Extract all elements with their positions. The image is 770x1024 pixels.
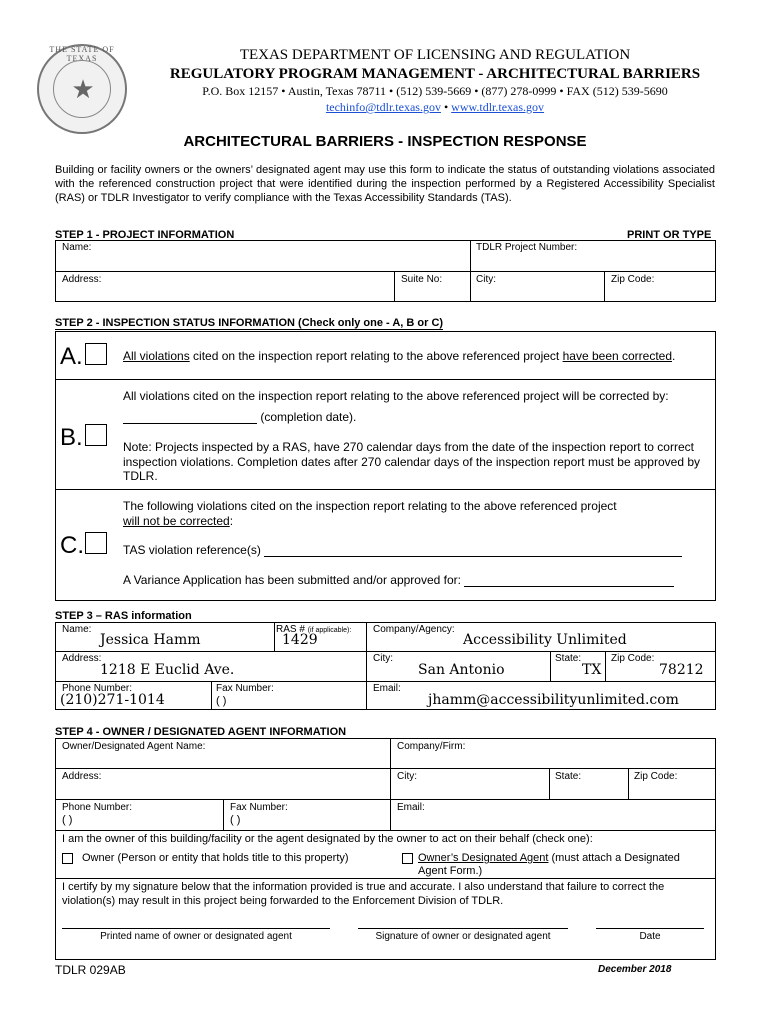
project-zip-field[interactable]: Zip Code:	[611, 274, 655, 285]
step4-box	[55, 738, 716, 960]
ras-fax-label: Fax Number:	[216, 683, 274, 694]
tas-reference-input[interactable]	[264, 544, 682, 557]
agent-option-label: Owner’s Designated Agent (must attach a Designated	[418, 852, 680, 864]
divider	[55, 379, 716, 380]
owner-name-field[interactable]: Owner/Designated Agent Name:	[62, 741, 206, 752]
agent-checkbox[interactable]	[402, 853, 413, 864]
contact-line: P.O. Box 12157 • Austin, Texas 78711 • (512) 539-5669 • (877) 278-0999 • FAX (512) 539-5690	[202, 84, 668, 98]
ras-zip-value[interactable]: 78212	[659, 662, 704, 678]
printed-name-label: Printed name of owner or designated agent	[100, 931, 292, 942]
divider	[55, 878, 716, 879]
texas-seal-logo	[37, 44, 127, 134]
ras-city-label: City:	[373, 653, 393, 664]
option-a-letter: A.	[60, 343, 83, 370]
option-c-text-2: will not be corrected:	[123, 514, 234, 528]
owner-zip-field[interactable]: Zip Code:	[634, 771, 678, 782]
website-link[interactable]: www.tdlr.texas.gov	[451, 100, 545, 114]
divider	[55, 681, 716, 682]
signature-input[interactable]	[358, 928, 568, 929]
ras-state-value[interactable]: TX	[582, 662, 602, 678]
ras-zip-label: Zip Code:	[611, 653, 655, 664]
divider	[55, 830, 716, 831]
divider	[390, 738, 391, 830]
divider	[55, 768, 716, 769]
intro-paragraph: Building or facility owners or the owners’ designated agent may use this form to indicate the status of outstanding violations associated with the referenced construction project that were identified during the inspection performed by a Registered Accessibility Specialist (RAS) or TDLR Investigator to verify compliance with the Texas Accessibility Standards (TAS).	[55, 164, 715, 204]
ras-phone-label: Phone Number:	[62, 683, 133, 694]
option-b-note: Note: Projects inspected by a RAS, have 270 calendar days from the date of the inspection report to correct inspection violations. Completion dates after 270 calendar days of the inspection report must be approved by TDLR.	[123, 440, 701, 483]
divider	[223, 799, 224, 830]
ras-email-value[interactable]: jhamm@accessibilityunlimited.com	[428, 692, 679, 708]
tas-reference-line: TAS violation reference(s)	[123, 543, 682, 557]
form-date: December 2018	[598, 964, 672, 975]
divider	[211, 681, 212, 710]
divider	[55, 799, 716, 800]
step1-heading: STEP 1 - PROJECT INFORMATION	[55, 229, 235, 241]
completion-date-line: (completion date).	[123, 410, 356, 424]
project-number-field[interactable]: TDLR Project Number:	[476, 242, 578, 253]
divider	[549, 768, 550, 799]
divider	[604, 271, 605, 302]
option-b-text: All violations cited on the inspection report relating to the above referenced project will be corrected by:	[123, 389, 669, 403]
program-name: REGULATORY PROGRAM MANAGEMENT - ARCHITECTURAL BARRIERS	[169, 66, 701, 82]
ras-name-value[interactable]: Jessica Hamm	[100, 632, 201, 648]
owner-checkbox[interactable]	[62, 853, 73, 864]
ras-fax-value[interactable]: ( )	[216, 695, 227, 707]
divider	[394, 271, 395, 302]
step3-heading: STEP 3 – RAS information	[55, 610, 192, 622]
step2-heading: STEP 2 - INSPECTION STATUS INFORMATION (Check only one - A, B or C)	[55, 317, 444, 329]
owner-fax-value[interactable]: ( )	[230, 814, 241, 826]
email-link[interactable]: techinfo@tdlr.texas.gov	[325, 100, 441, 114]
print-or-type-label: PRINT OR TYPE	[627, 229, 712, 241]
project-name-field[interactable]: Name:	[62, 242, 92, 253]
signature-label: Signature of owner or designated agent	[375, 931, 551, 942]
divider	[605, 651, 606, 681]
printed-name-input[interactable]	[62, 928, 330, 929]
ras-address-label: Address:	[62, 653, 102, 664]
owner-state-field[interactable]: State:	[555, 771, 582, 782]
project-address-field[interactable]: Address:	[62, 274, 102, 285]
form-id: TDLR 029AB	[55, 963, 126, 977]
step4-heading: STEP 4 - OWNER / DESIGNATED AGENT INFORMATION	[55, 726, 347, 738]
ras-address-value[interactable]: 1218 E Euclid Ave.	[100, 662, 235, 678]
divider	[628, 768, 629, 799]
option-c-text: The following violations cited on the inspection report relating to the above referenced project	[123, 499, 617, 513]
option-a-text: All violations cited on the inspection report relating to the above referenced project have been corrected.	[123, 349, 676, 363]
project-city-field[interactable]: City:	[476, 274, 496, 285]
date-input[interactable]	[596, 928, 704, 929]
ras-city-value[interactable]: San Antonio	[418, 662, 505, 678]
owner-phone-label: Phone Number:	[62, 802, 133, 813]
owner-statement: I am the owner of this building/facility or the agent designated by the owner to act on their behalf (check one):	[62, 833, 593, 845]
seal-text: THE STATE OF TEXAS	[49, 45, 115, 63]
bullet-separator: •	[443, 100, 449, 114]
ras-company-value[interactable]: Accessibility Unlimited	[463, 632, 627, 648]
owner-email-field[interactable]: Email:	[397, 802, 425, 813]
completion-date-input[interactable]	[123, 411, 257, 424]
variance-input[interactable]	[464, 574, 674, 587]
divider	[274, 622, 275, 651]
divider	[366, 622, 367, 651]
owner-option-label: Owner (Person or entity that holds title to this property)	[82, 852, 349, 864]
ras-email-label: Email:	[373, 683, 401, 694]
option-b-letter: B.	[60, 424, 83, 451]
ras-company-label: Company/Agency:	[373, 624, 455, 635]
owner-phone-value[interactable]: ( )	[62, 814, 73, 826]
variance-line: A Variance Application has been submitted and/or approved for:	[123, 573, 674, 587]
agent-option-label-2: Agent Form.)	[418, 865, 483, 877]
web-line	[115, 100, 755, 115]
divider	[366, 651, 367, 710]
ras-number-label: RAS # (if applicable):	[276, 624, 352, 635]
seal-inner-ring	[53, 60, 111, 118]
date-label: Date	[639, 931, 661, 942]
ras-state-label: State:	[555, 653, 582, 664]
project-suite-field[interactable]: Suite No:	[401, 274, 443, 285]
ras-phone-value[interactable]: (210)271-1014	[60, 692, 165, 708]
option-c-checkbox[interactable]	[85, 532, 107, 554]
certify-statement: I certify by my signature below that the information provided is true and accurate. I also understand that failure to correct the violation(s) may result in this project being forwarded to the Enforcement Division of TDLR.	[62, 881, 665, 907]
ras-name-label: Name:	[62, 624, 92, 635]
star-icon: ★	[71, 75, 95, 105]
owner-city-field[interactable]: City:	[397, 771, 417, 782]
option-c-letter: C.	[60, 532, 84, 559]
owner-fax-label: Fax Number:	[230, 802, 288, 813]
divider	[55, 489, 716, 490]
agency-name: TEXAS DEPARTMENT OF LICENSING AND REGULATION	[239, 47, 631, 63]
owner-company-field[interactable]: Company/Firm:	[397, 741, 466, 752]
divider	[550, 651, 551, 681]
option-a-checkbox[interactable]	[85, 343, 107, 365]
option-b-checkbox[interactable]	[85, 424, 107, 446]
owner-address-field[interactable]: Address:	[62, 771, 102, 782]
divider	[55, 271, 716, 272]
divider	[470, 240, 471, 302]
divider	[55, 651, 716, 652]
ras-number-value[interactable]: 1429	[282, 632, 318, 648]
page-title: ARCHITECTURAL BARRIERS - INSPECTION RESPONSE	[183, 133, 587, 150]
